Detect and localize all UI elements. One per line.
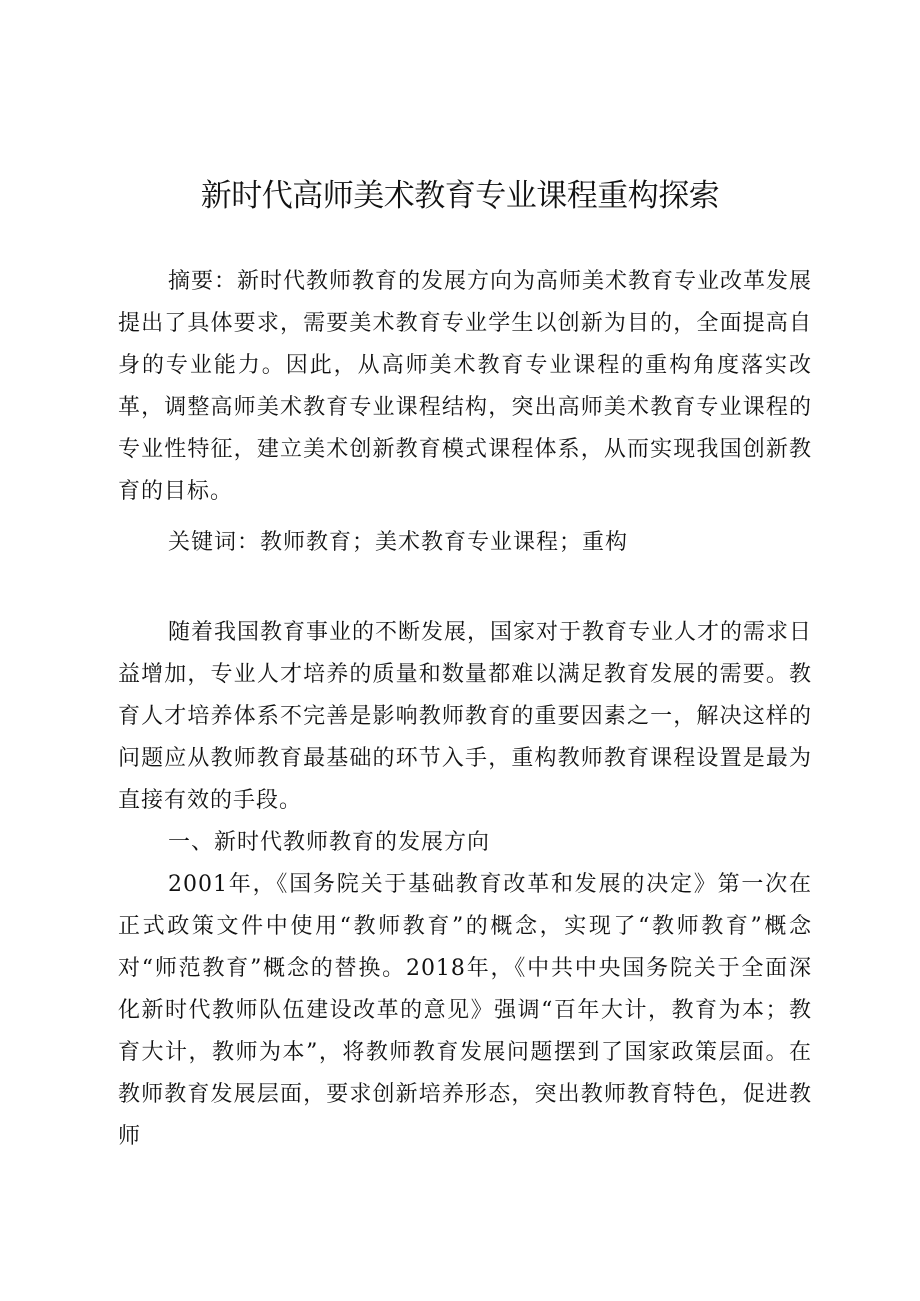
abstract-paragraph: 摘要：新时代教师教育的发展方向为高师美术教育专业改革发展提出了具体要求，需要美术教育专业学生以创新为目的，全面提高自身的专业能力。因此，从高师美术教育专业课程的重构角度落实改革，调整高师美术教育专业课程结构，突出高师美术教育专业课程的专业性特征，建立美术创新教育模式课程体系，从而实现我国创新教育的目标。 (118, 269, 813, 504)
section-heading: 一、新时代教师教育的发展方向 (168, 830, 491, 855)
document-title: 新时代高师美术教育专业课程重构探索 (200, 178, 720, 214)
intro-paragraph: 随着我国教育事业的不断发展，国家对于教育专业人才的需求日益增加，专业人才培养的质量和数量都难以满足教育发展的需要。教育人才培养体系不完善是影响教师教育的重要因素之一，解决这样的问题应从教师教育最基础的环节入手，重构教师教育课程设置是最为直接有效的手段。 (118, 620, 813, 813)
keywords-line: 关键词：教师教育；美术教育专业课程；重构 (168, 530, 629, 555)
section-paragraph: 2001年，《国务院关于基础教育改革和发展的决定》第一次在正式政策文件中使用“教师教育”的概念，实现了“教师教育”概念对“师范教育”概念的替换。2018年，《中共中央国务院关于全面深化新时代教师队伍建设改革的意见》强调“百年大计，教育为本；教育大计，教师为本”，将教师教育发展问题摆到了国家政策层面。在教师教育发展层面，要求创新培养形态，突出教师教育特色，促进教师 (118, 872, 812, 1149)
abstract-section (118, 261, 812, 513)
body-section (118, 612, 812, 1158)
keywords-section (118, 522, 812, 564)
